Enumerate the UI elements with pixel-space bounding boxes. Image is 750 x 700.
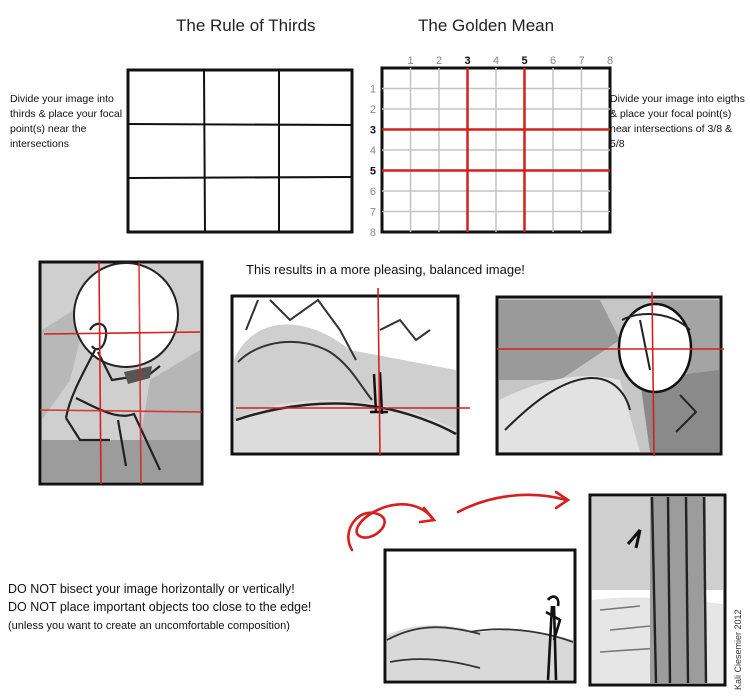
- golden-mean-note: Divide your image into eigths & place your focal point(s) near intersections of 3/8 & 5/8: [610, 93, 745, 150]
- balanced-image-caption: This results in a more pleasing, balanced image!: [246, 262, 525, 277]
- column-label: 6: [549, 55, 557, 67]
- row-label: 7: [369, 206, 376, 219]
- bad-example-bisected: [385, 550, 575, 682]
- warning-edge: DO NOT place important objects too close to the edge!: [8, 600, 312, 614]
- row-label: 5: [369, 165, 376, 178]
- row-label: 6: [369, 186, 376, 198]
- row-label: 1: [369, 83, 376, 96]
- example-hills-landscape: [232, 288, 470, 456]
- golden-mean-row-labels: [370, 84, 376, 240]
- example-figure-moon: [40, 262, 202, 484]
- row-label: 3: [369, 124, 376, 137]
- rule-of-thirds-note: Divide your image into thirds & place your focal point(s) near the intersections: [10, 93, 123, 150]
- column-label: 2: [435, 55, 443, 67]
- bad-example-edge: [590, 495, 725, 685]
- column-label: 8: [606, 55, 614, 67]
- golden-mean-grid: [370, 55, 613, 239]
- column-label: 4: [492, 55, 500, 67]
- column-label: 5: [521, 55, 528, 67]
- artist-signature: Kali Ciesemier 2012: [733, 609, 743, 690]
- warning-bisect: DO NOT bisect your image horizontally or vertically!: [8, 582, 295, 596]
- column-label: 7: [578, 55, 585, 67]
- curl-arrow-icon: [348, 504, 432, 550]
- row-label: 2: [369, 104, 376, 116]
- column-label: 3: [464, 55, 471, 67]
- golden-mean-title: The Golden Mean: [418, 16, 555, 35]
- rule-of-thirds-title: The Rule of Thirds: [176, 16, 316, 35]
- arc-arrow-icon: [458, 495, 566, 512]
- rule-of-thirds-grid: [128, 70, 352, 232]
- red-arrows: [348, 492, 568, 550]
- example-closeup: [497, 292, 724, 456]
- warning-note: (unless you want to create an uncomfortable composition): [8, 620, 290, 632]
- row-label: 8: [369, 227, 376, 239]
- row-label: 4: [369, 145, 376, 157]
- column-label: 1: [407, 55, 414, 67]
- golden-mean-column-labels: [407, 55, 613, 67]
